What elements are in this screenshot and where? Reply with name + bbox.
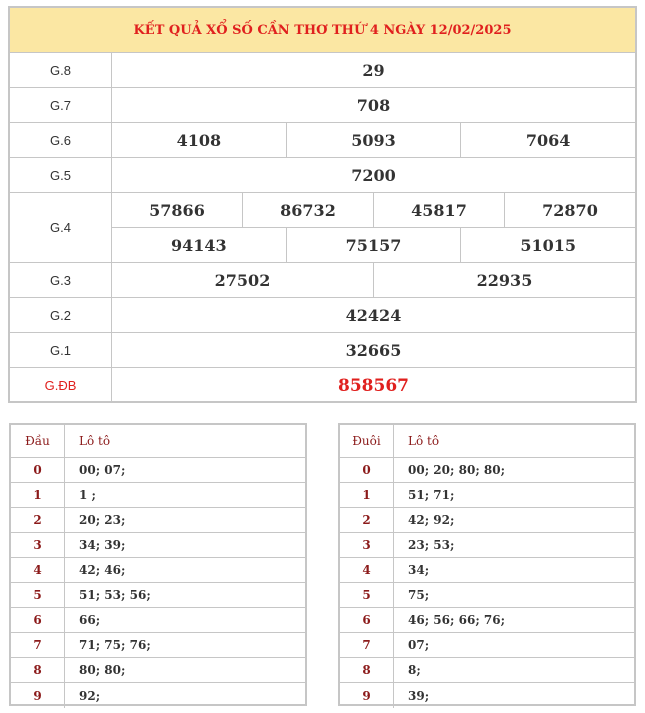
prize-number: 42424 <box>345 305 402 325</box>
prize-label: G.1 <box>10 333 112 367</box>
prize-row-g6 <box>10 123 635 158</box>
prize-number: 29 <box>362 60 385 80</box>
row-key: 0 <box>340 458 394 482</box>
prize-label: G.6 <box>10 123 112 157</box>
dau-loto-table <box>9 423 307 706</box>
row-value: 75; <box>408 588 430 602</box>
table-row <box>11 583 305 608</box>
prize-label: G.5 <box>10 158 112 192</box>
row-key: 8 <box>340 658 394 682</box>
row-value: 46; 56; 66; 76; <box>408 613 506 627</box>
prize-number: 57866 <box>149 200 205 220</box>
duoi-header: Đuôi <box>340 425 394 457</box>
prize-number: 72870 <box>504 193 635 227</box>
row-value: 51; 71; <box>408 488 455 502</box>
table-row <box>11 533 305 558</box>
table-row <box>11 483 305 508</box>
loto-header: Lô tô <box>79 434 111 448</box>
row-key: 2 <box>340 508 394 532</box>
table-row <box>340 558 634 583</box>
prize-row-g7 <box>10 88 635 123</box>
prize-row-g1 <box>10 333 635 368</box>
prize-row-g5 <box>10 158 635 193</box>
table-header <box>11 425 305 458</box>
table-row <box>11 558 305 583</box>
prize-number: 27502 <box>214 270 271 290</box>
row-key: 6 <box>340 608 394 632</box>
prize-label: G.3 <box>10 263 112 297</box>
prize-number: 22935 <box>373 263 635 297</box>
prize-number: 7200 <box>351 165 396 185</box>
prize-label: G.7 <box>10 88 112 122</box>
prize-label: G.8 <box>10 53 112 87</box>
row-value: 71; 75; 76; <box>79 638 151 652</box>
row-value: 00; 20; 80; 80; <box>408 463 506 477</box>
prize-label: G.2 <box>10 298 112 332</box>
table-row <box>11 658 305 683</box>
duoi-loto-table <box>338 423 636 706</box>
row-key: 1 <box>340 483 394 507</box>
row-value: 20; 23; <box>79 513 126 527</box>
row-key: 2 <box>11 508 65 532</box>
row-key: 3 <box>340 533 394 557</box>
row-key: 5 <box>11 583 65 607</box>
row-value: 51; 53; 56; <box>79 588 151 602</box>
row-key: 6 <box>11 608 65 632</box>
row-key: 7 <box>340 633 394 657</box>
row-value: 07; <box>408 638 430 652</box>
prize-row-g3 <box>10 263 635 298</box>
row-value: 80; 80; <box>79 663 126 677</box>
row-key: 8 <box>11 658 65 682</box>
prize-number: 86732 <box>242 193 373 227</box>
table-row <box>11 683 305 708</box>
table-row <box>340 583 634 608</box>
table-row <box>340 533 634 558</box>
table-row <box>11 608 305 633</box>
table-row <box>340 633 634 658</box>
row-value: 42; 46; <box>79 563 126 577</box>
row-value: 1 ; <box>79 488 96 502</box>
special-prize-number: 858567 <box>338 375 409 396</box>
row-value: 34; 39; <box>79 538 126 552</box>
prize-label: G.ĐB <box>10 368 112 403</box>
row-key: 9 <box>340 683 394 708</box>
row-value: 66; <box>79 613 101 627</box>
prize-number: 51015 <box>460 228 635 262</box>
row-key: 1 <box>11 483 65 507</box>
result-title: KẾT QUẢ XỔ SỐ CẦN THƠ THỨ 4 NGÀY 12/02/2025 <box>10 8 635 53</box>
prize-row-g2 <box>10 298 635 333</box>
loto-header: Lô tô <box>408 434 440 448</box>
table-row <box>11 508 305 533</box>
prize-number: 94143 <box>171 235 227 255</box>
prize-number: 7064 <box>460 123 635 157</box>
row-key: 3 <box>11 533 65 557</box>
row-value: 34; <box>408 563 430 577</box>
table-row <box>11 458 305 483</box>
table-header <box>340 425 634 458</box>
row-value: 8; <box>408 663 421 677</box>
row-key: 9 <box>11 683 65 708</box>
result-table <box>8 6 637 403</box>
prize-number: 45817 <box>373 193 504 227</box>
prize-row-g8 <box>10 53 635 88</box>
row-value: 00; 07; <box>79 463 126 477</box>
prize-number: 708 <box>356 95 391 115</box>
table-row <box>340 458 634 483</box>
table-row <box>11 633 305 658</box>
row-key: 4 <box>11 558 65 582</box>
table-row <box>340 658 634 683</box>
table-row <box>340 508 634 533</box>
row-value: 42; 92; <box>408 513 455 527</box>
row-key: 4 <box>340 558 394 582</box>
prize-label: G.4 <box>10 193 112 262</box>
row-key: 0 <box>11 458 65 482</box>
row-key: 7 <box>11 633 65 657</box>
table-row <box>340 608 634 633</box>
row-key: 5 <box>340 583 394 607</box>
prize-number: 32665 <box>345 340 402 360</box>
row-value: 39; <box>408 688 430 703</box>
prize-row-special <box>10 368 635 403</box>
row-value: 23; 53; <box>408 538 455 552</box>
row-value: 92; <box>79 688 101 703</box>
table-row <box>340 683 634 708</box>
prize-number: 4108 <box>176 130 222 150</box>
prize-number: 5093 <box>286 123 461 157</box>
prize-row-g4 <box>10 193 635 263</box>
dau-header: Đầu <box>11 425 65 457</box>
table-row <box>340 483 634 508</box>
prize-number: 75157 <box>286 228 461 262</box>
